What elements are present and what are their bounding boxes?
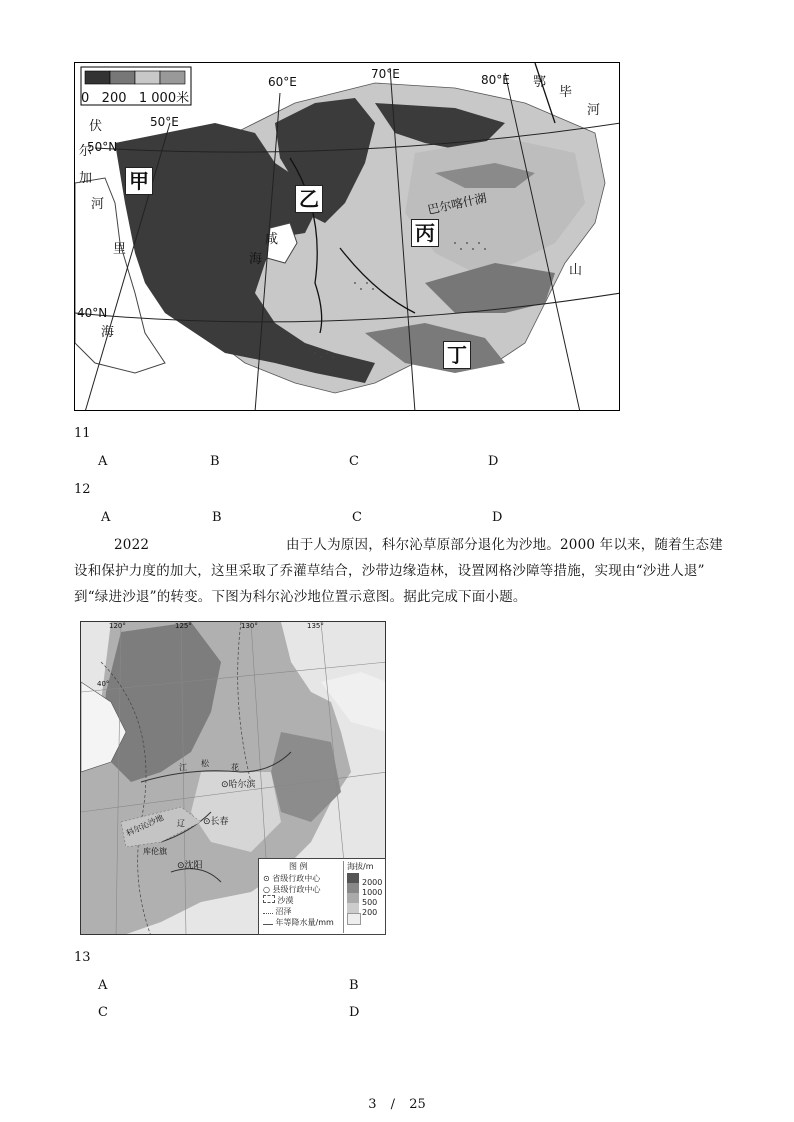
horqin-sand-label: 科尔沁沙地 <box>124 812 166 839</box>
river-char-hua: 花 <box>231 763 239 772</box>
passage-year: 2022 <box>114 537 150 553</box>
legend-elevation <box>343 861 386 933</box>
elev-swatch-500 <box>347 893 359 903</box>
q11-option-a[interactable]: A <box>98 454 108 469</box>
central-asia-map <box>74 62 620 411</box>
elev-swatch-2000 <box>347 873 359 883</box>
legend-title: 图 例 <box>289 862 308 871</box>
passage-line-1: 由于人为原因，科尔沁草原部分退化为沙地。2000 年以来，随着生态建 <box>286 537 723 553</box>
elev-200: 200 <box>362 908 378 917</box>
legend-provincial: ⊙ 省级行政中心 <box>263 874 321 883</box>
legend-precip <box>263 917 334 928</box>
q11-option-c[interactable]: C <box>349 454 359 469</box>
region-label-bing: 丙 <box>411 219 439 247</box>
q11-option-b[interactable]: B <box>210 454 220 469</box>
passage-line-2: 设和保护力度的加大，这里采取了乔灌草结合，沙带边缘造林，设置网格沙障等措施，实现由“沙进人退” <box>74 563 705 579</box>
lon-label-50: 50°E <box>150 115 179 129</box>
legend-swamp <box>263 906 292 917</box>
balkhash-label: 巴尔喀什湖 <box>426 190 488 218</box>
caspian-char-1: 里 <box>113 242 127 257</box>
river-char-liao: 辽 <box>177 819 185 828</box>
elev-swatch-200 <box>347 903 359 913</box>
page-separator: / <box>390 1097 396 1112</box>
volga-char-3: 加 <box>79 171 93 186</box>
aral-char-2: 海 <box>249 252 263 267</box>
q12-option-a[interactable]: A <box>101 510 111 525</box>
map2-lat-40: 40° <box>97 680 110 688</box>
city-shenyang: ⊙沈阳 <box>177 861 203 871</box>
river-char-song: 松 <box>201 759 209 768</box>
passage-line-3: 到“绿进沙退”的转变。下图为科尔沁沙地位置示意图。据此完成下面小题。 <box>74 589 527 605</box>
volga-char-4: 河 <box>91 197 105 212</box>
lat-label-40: 40°N <box>77 306 108 320</box>
elev-swatch-low <box>347 913 361 925</box>
lon-label-60: 60°E <box>268 75 297 89</box>
q13-option-a[interactable]: A <box>98 978 108 993</box>
city-changchun: ⊙长春 <box>203 817 229 827</box>
question-13-number: 13 <box>74 950 91 965</box>
page-total: 25 <box>409 1097 426 1112</box>
map2-lon-125: 125° <box>175 622 192 630</box>
region-label-ding: 丁 <box>443 341 471 369</box>
city-harbin: ⊙哈尔滨 <box>221 780 256 790</box>
map2-legend <box>258 858 386 935</box>
city-harbin-name: 哈尔滨 <box>228 780 256 790</box>
elev-swatch-1000 <box>347 883 359 893</box>
aral-char-1: 咸 <box>265 232 279 247</box>
q12-option-b[interactable]: B <box>212 510 222 525</box>
legend-county: ○ 县级行政中心 <box>263 885 321 894</box>
lon-label-80: 80°E <box>481 73 510 87</box>
page-number: 3 <box>368 1097 377 1112</box>
page-footer <box>0 1097 794 1112</box>
q13-option-c[interactable]: C <box>98 1005 108 1020</box>
city-shenyang-name: 沈阳 <box>184 861 203 871</box>
map1-legend-scale: 0 200 1 000米 <box>81 91 190 106</box>
volga-char-1: 伏 <box>89 119 103 134</box>
q12-option-d[interactable]: D <box>492 510 503 525</box>
q12-option-c[interactable]: C <box>352 510 362 525</box>
region-label-yi: 乙 <box>295 185 323 213</box>
q13-option-d[interactable]: D <box>349 1005 360 1020</box>
legend-swamp-text: 沼泽 <box>275 907 292 916</box>
river-char-jiang: 江 <box>179 763 187 772</box>
elev-500: 500 <box>362 898 378 907</box>
lon-label-70: 70°E <box>371 67 400 81</box>
irtysh-char-3: 河 <box>587 103 601 118</box>
elev-2000: 2000 <box>362 878 383 887</box>
legend-provincial-text: 省级行政中心 <box>272 874 321 883</box>
legend-desert-text: 沙漠 <box>277 896 294 905</box>
region-label-jia: 甲 <box>125 167 153 195</box>
question-12-number: 12 <box>74 482 91 497</box>
irtysh-char-2: 毕 <box>559 85 573 100</box>
legend-county-text: 县级行政中心 <box>272 885 321 894</box>
shan-label: 山 <box>569 263 583 278</box>
elev-1000: 1000 <box>362 888 383 897</box>
map2-lon-120: 120° <box>109 622 126 630</box>
legend-desert <box>263 895 294 906</box>
kulun-label: 库伦旗 <box>143 847 167 856</box>
question-11-number: 11 <box>74 426 91 441</box>
volga-char-2: 尔 <box>79 144 93 159</box>
city-changchun-name: 长春 <box>210 817 229 827</box>
map2-lon-130: 130° <box>241 622 258 630</box>
legend-elev-title: 海拔/m <box>347 862 374 871</box>
q13-option-b[interactable]: B <box>349 978 359 993</box>
q11-option-d[interactable]: D <box>488 454 499 469</box>
lat-label-50: 50°N <box>87 140 118 154</box>
map2-lon-135: 135° <box>307 622 324 630</box>
irtysh-char-1: 鄂 <box>533 75 547 90</box>
legend-precip-text: 年等降水量/mm <box>275 918 334 927</box>
caspian-char-2: 海 <box>101 325 115 340</box>
